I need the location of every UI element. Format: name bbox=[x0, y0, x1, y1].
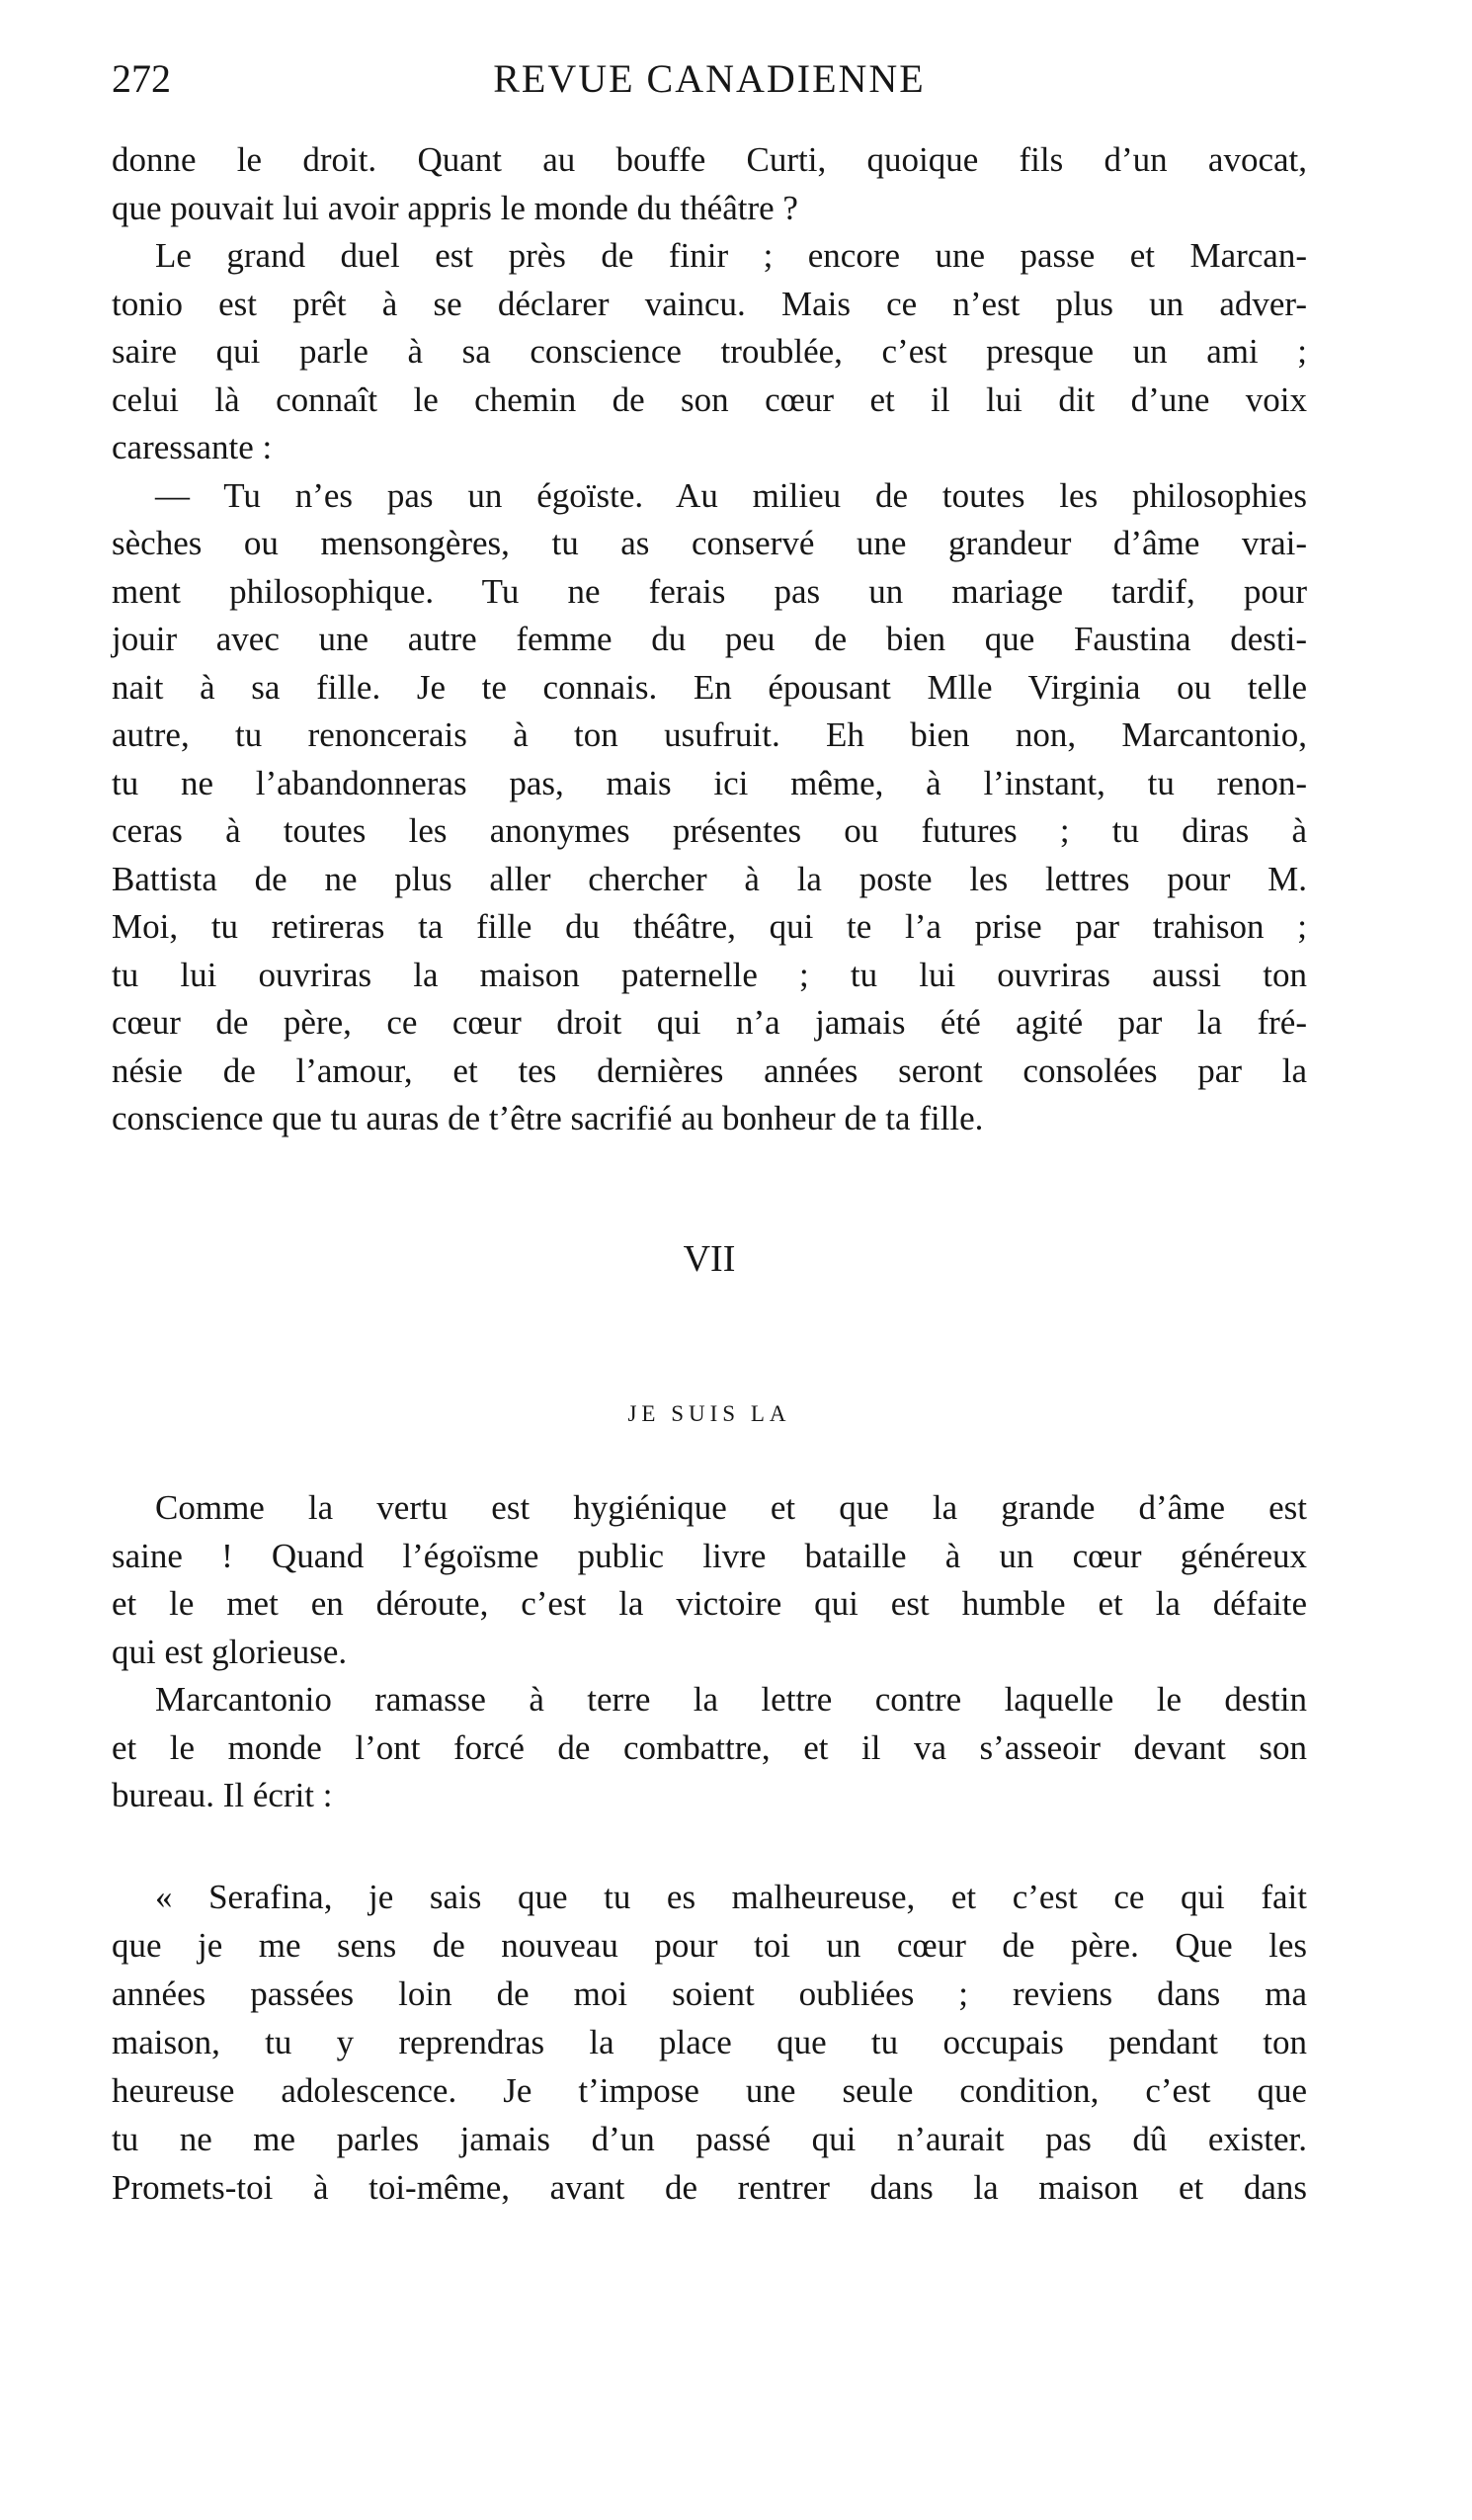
paragraph-block-1 bbox=[112, 136, 1307, 1143]
text-line: Comme la vertu est hygiénique et que la grande d’âme est bbox=[155, 1488, 1307, 1527]
page-header bbox=[112, 55, 1307, 115]
text-line: qui est glorieuse. bbox=[112, 1632, 348, 1671]
chapter-title: JE SUIS LA bbox=[627, 1401, 791, 1426]
letter-quote-block bbox=[112, 1873, 1307, 2212]
text-line: que je me sens de nouveau pour toi un cœur de père. Que les bbox=[112, 1926, 1307, 1965]
text-line: et le met en déroute, c’est la victoire qui est humble et la défaite bbox=[112, 1584, 1307, 1623]
text-line: saine ! Quand l’égoïsme public livre bataille à un cœur généreux bbox=[112, 1536, 1307, 1575]
text-line: maison, tu y reprendras la place que tu occupais pendant ton bbox=[112, 2023, 1307, 2061]
text-line: caressante : bbox=[112, 428, 273, 466]
text-line: — Tu n’es pas un égoïste. Au milieu de toutes les philosophies bbox=[155, 475, 1307, 515]
text-line: cœur de père, ce cœur droit qui n’a jamais été agité par la fré- bbox=[112, 1003, 1307, 1042]
text-line: Battista de ne plus aller chercher à la poste les lettres pour M. bbox=[112, 859, 1307, 898]
text-line: celui là connaît le chemin de son cœur et il lui dit d’une voix bbox=[112, 379, 1307, 419]
text-line: jouir avec une autre femme du peu de bien que Faustina desti- bbox=[112, 620, 1307, 658]
paragraph-block-2 bbox=[112, 1484, 1307, 1820]
text-line: autre, tu renoncerais à ton usufruit. Eh bien non, Marcantonio, bbox=[112, 715, 1307, 754]
text-line: conscience que tu auras de t’être sacrifié au bonheur de ta fille. bbox=[112, 1099, 984, 1137]
text-line: et le monde l’ont forcé de combattre, et il va s’asseoir devant son bbox=[112, 1727, 1307, 1767]
text-line: Promets-toi à toi-même, avant de rentrer dans la maison et dans bbox=[112, 2168, 1307, 2207]
chapter-number: VII bbox=[683, 1238, 736, 1280]
text-line: que pouvait lui avoir appris le monde du théâtre ? bbox=[112, 188, 798, 227]
text-line: Moi, tu retireras ta fille du théâtre, qui te l’a prise par trahison ; bbox=[112, 907, 1307, 946]
text-line: « Serafina, je sais que tu es malheureuse, et c’est ce qui fait bbox=[155, 1878, 1307, 1916]
text-line: tu ne l’abandonneras pas, mais ici même, à l’instant, tu renon- bbox=[112, 763, 1307, 802]
text-line: ceras à toutes les anonymes présentes ou futures ; tu diras à bbox=[112, 811, 1307, 850]
text-line: saire qui parle à sa conscience troublée, c’est presque un ami ; bbox=[112, 332, 1307, 371]
text-line: tonio est prêt à se déclarer vaincu. Mais ce n’est plus un adver- bbox=[112, 284, 1307, 323]
page-number: 272 bbox=[112, 56, 171, 101]
text-line: ment philosophique. Tu ne ferais pas un mariage tardif, pour bbox=[112, 571, 1307, 611]
text-line: nésie de l’amour, et tes dernières années seront consolées par la bbox=[112, 1050, 1307, 1090]
text-line: Marcantonio ramasse à terre la lettre contre laquelle le destin bbox=[155, 1680, 1307, 1719]
text-line: bureau. Il écrit : bbox=[112, 1776, 333, 1814]
text-line: tu ne me parles jamais d’un passé qui n’aurait pas dû exister. bbox=[112, 2120, 1307, 2158]
running-title: REVUE CANADIENNE bbox=[493, 56, 926, 101]
text-line: heureuse adolescence. Je t’impose une seule condition, c’est que bbox=[112, 2071, 1307, 2110]
text-line: années passées loin de moi soient oubliées ; reviens dans ma bbox=[112, 1974, 1307, 2013]
text-line: tu lui ouvriras la maison paternelle ; tu lui ouvriras aussi ton bbox=[112, 955, 1307, 994]
text-line: donne le droit. Quant au bouffe Curti, quoique fils d’un avocat, bbox=[112, 140, 1307, 179]
text-line: sèches ou mensongères, tu as conservé une grandeur d’âme vrai- bbox=[112, 524, 1307, 562]
text-line: nait à sa fille. Je te connais. En épousant Mlle Virginia ou telle bbox=[112, 667, 1307, 707]
text-line: Le grand duel est près de finir ; encore une passe et Marcan- bbox=[155, 236, 1307, 275]
